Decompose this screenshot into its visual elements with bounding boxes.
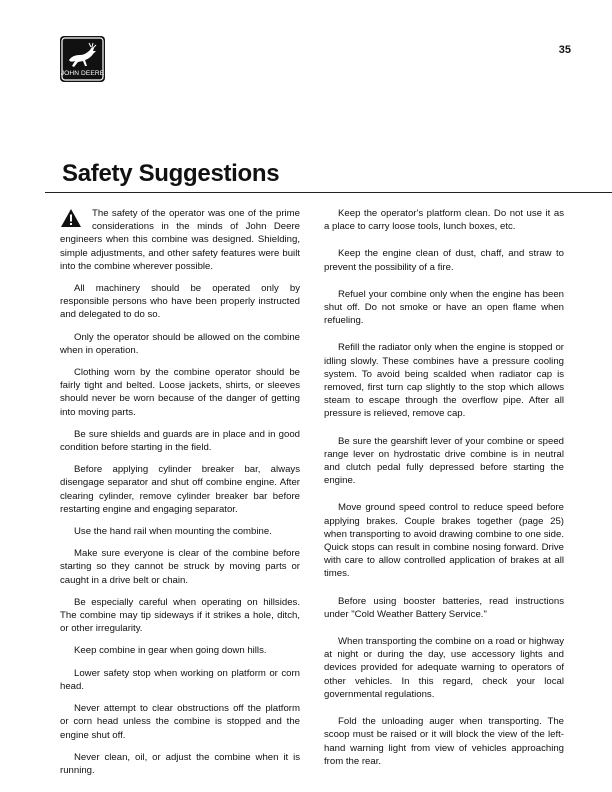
paragraph-text: The safety of the operator was one of the prime considerations in the minds of John Deere engineers when this combine was designed. Shielding, simple adjustments, and other safety features were built into the combine wherever possible.: [60, 208, 300, 272]
paragraph: All machinery should be operated only by responsible persons who have been properly instructed and delegated to do so.: [60, 283, 300, 321]
paragraph: Fold the unloading auger when transporting. The scoop must be raised or it will block the view of the left-hand warning light from view of vehicles approaching from the rear.: [324, 716, 564, 767]
warning-triangle-icon: [60, 208, 82, 228]
paragraph: Never clean, oil, or adjust the combine when it is running.: [60, 751, 300, 776]
paragraph: Be sure shields and guards are in place and in good condition before starting in the field.: [60, 428, 300, 454]
paragraph: When transporting the combine on a road or highway at night or during the day, use accessory lights and devices provided for adequate warning to operators of other vehicles. In this regard, check your local governmental regulations.: [324, 636, 564, 700]
left-column: [60, 207, 300, 786]
paragraph: Never attempt to clear obstructions off the platform or corn head unless the combine is stopped and the engine shut off.: [60, 703, 300, 741]
paragraph: Before applying cylinder breaker bar, always disengage separator and shut off combine engine. After clearing cylinder, remove cylinder breaker bar before restarting engine and engaging separator.: [60, 464, 300, 515]
paragraph: Move ground speed control to reduce speed before applying brakes. Couple brakes together (page 25) when transporting to avoid drawing combine to one side. Quick stops can result in combine nosing forward. Drive with care to allow controlled application of brakes at all times.: [324, 502, 564, 580]
paragraph: Keep the engine clean of dust, chaff, and straw to prevent the possibility of a fire.: [324, 248, 564, 273]
paragraph: Lower safety stop when working on platform or corn head.: [60, 667, 300, 692]
title-divider: [45, 192, 612, 193]
paragraph: Use the hand rail when mounting the combine.: [74, 526, 272, 538]
paragraph: Only the operator should be allowed on the combine when in operation.: [60, 331, 300, 356]
logo-text: JOHN DEERE: [60, 70, 105, 77]
page-number: 35: [558, 44, 571, 56]
paragraph: Keep the operator's platform clean. Do not use it as a place to carry loose tools, lunch boxes, etc.: [324, 208, 564, 233]
paragraph: Be especially careful when operating on hillsides. The combine may tip sideways if it strikes a hole, ditch, or other irregularity.: [60, 596, 300, 635]
paragraph: Be sure the gearshift lever of your combine or speed range lever on hydrostatic drive combine is in neutral and clutch pedal fully depressed before starting the engine.: [324, 435, 564, 487]
right-column: [324, 207, 564, 782]
paragraph: Before using booster batteries, read instructions under "Cold Weather Battery Service.": [324, 595, 564, 620]
paragraph: Make sure everyone is clear of the combine before starting so they cannot be struck by moving parts or caught in a drive belt or chain.: [60, 548, 300, 586]
page-title: Safety Suggestions: [62, 160, 280, 187]
paragraph: Keep combine in gear when going down hills.: [74, 645, 267, 657]
paragraph: [60, 207, 300, 273]
paragraph: Clothing worn by the combine operator should be fairly tight and belted. Loose jackets, shirts, or sleeves should never be worn because of the danger of getting into moving parts.: [60, 367, 300, 418]
john-deere-logo: [60, 36, 105, 82]
paragraph: Refill the radiator only when the engine is stopped or idling slowly. These combines have a pressure cooling system. To avoid being scalded when radiator cap is removed, first turn cap slightly to the stop which allows steam to escape through the overflow pipe. After all pressure is relieved, remove cap.: [324, 342, 564, 420]
paragraph: Refuel your combine only when the engine has been shut off. Do not smoke or have an open flame when refueling.: [324, 288, 564, 327]
